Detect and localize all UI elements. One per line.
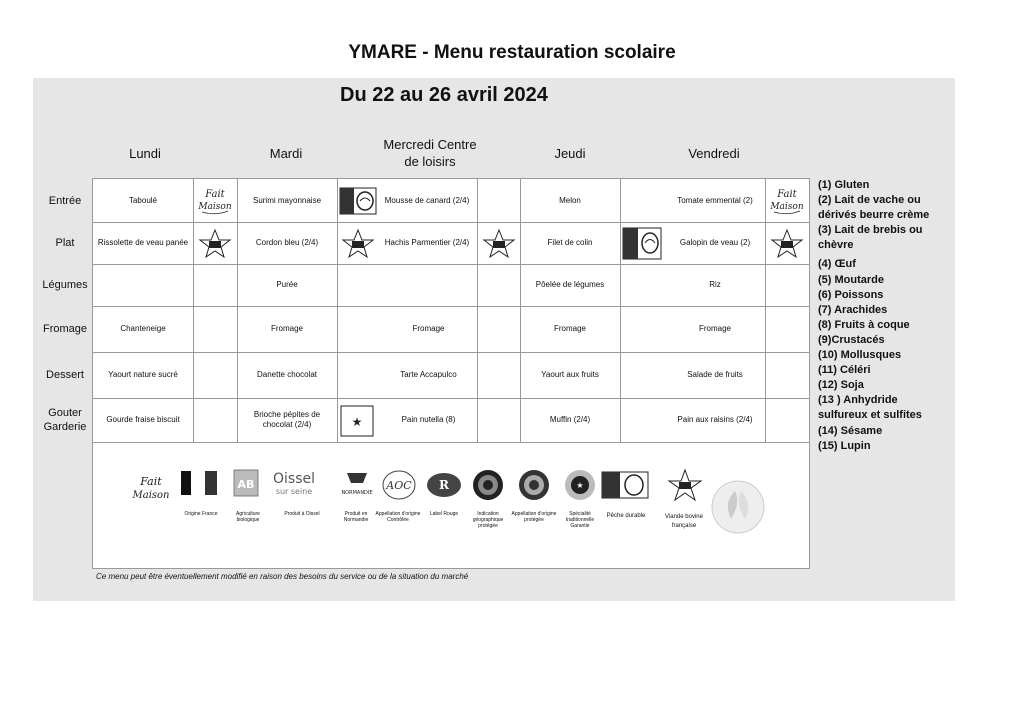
allergen-item: (13 ) Anhydride [818,394,898,407]
svg-text:NORMANDIE: NORMANDIE [341,490,373,496]
svg-text:Maison: Maison [198,202,232,212]
viande-bovine-icon [665,467,705,503]
menu-cell-mercredi-legumes [337,264,520,306]
ab-bio-icon [233,469,259,497]
fait-maison-icon [768,184,806,217]
allergen-item: (1) Gluten [818,179,870,191]
menu-cell-mercredi-entree: Mousse de canard (2/4) [384,195,470,205]
allergen-item: (8) Fruits à coque [818,318,910,331]
menu-cell-vendredi-legumes: Riz [709,280,721,289]
day-header-lundi: Lundi [129,146,161,161]
menu-cell-jeudi-legumes: Pôelée de légumes [535,280,605,289]
legend-aop: Appellation d'origine protégée [511,511,557,523]
menu-cell-jeudi-gouter: Muffin (2/4) [549,415,591,424]
day-header-jeudi: Jeudi [554,146,586,161]
fait-maison-text: Fait [205,189,225,200]
vegetarien-icon [711,473,765,541]
allergen-item: (14) Sésame [818,424,883,437]
row-header-plat: Plat [55,237,75,249]
allergen-item: (10) Mollusques [818,349,902,362]
menu-cell-mercredi-gouter: Pain nutella (8) [401,415,456,424]
day-header-mercredi: Mercredi Centre de loisirs [383,137,477,169]
svg-text:Oissel: Oissel [273,471,315,487]
menu-cell-lundi-legumes [93,264,193,306]
menu-cell-mardi-plat: Cordon bleu (2/4) [255,238,319,247]
svg-text:AOC: AOC [386,479,412,492]
fait-maison-icon [196,184,234,217]
menu-cell-mercredi-plat: Hachis Parmentier (2/4) [384,238,470,247]
svg-text:Fait: Fait [777,189,797,200]
allergen-item: sulfureux et sulfites [818,409,922,422]
menu-cell-lundi-fromage: Chanteneige [120,324,166,333]
french-flag-icon [181,469,229,497]
menu-cell-lundi-dessert: Yaourt nature sucré [108,370,178,379]
peche-durable-icon [622,227,662,260]
viande-bovine-icon [196,227,234,260]
legend-label-rouge: Label Rouge [429,511,459,517]
menu-cell-mardi-dessert: Danette chocolat [256,370,318,379]
row-header-entree: Entrée [48,194,82,207]
menu-cell-vendredi-entree: Tomate emmental (2) [677,195,753,205]
fait-maison-icon [131,471,171,507]
allergen-item: chèvre [818,239,854,252]
menu-cell-vendredi-dessert: Salade de fruits [687,370,743,379]
menu-cell-mardi-gouter: Brioche pépites de chocolat (2/4) [253,410,321,429]
oissel-logo-icon [263,469,325,499]
menu-table [92,178,810,569]
footer-note: Ce menu peut être éventuellement modifié en raison des besoins du service ou de la situation du marché [96,572,469,581]
page-title: YMARE - Menu restauration scolaire [348,42,676,63]
menu-cell-jeudi-fromage: Fromage [553,324,586,333]
menu-period: Du 22 au 26 avril 2024 [340,84,548,106]
menu-cell-mardi-legumes: Purée [276,280,298,289]
menu-cell-jeudi-plat: Filet de colin [547,238,593,247]
legend-agriculture-bio: Agriculture biologique [236,511,260,523]
svg-text:★: ★ [351,415,363,429]
allergen-item: (12) Soja [818,379,864,392]
legend-peche-durable: Pêche durable [606,513,646,519]
legend-origine-france: Origine France [184,511,218,517]
menu-cell-mardi-entree: Surimi mayonnaise [252,195,322,205]
peche-durable-icon [601,471,649,499]
legend-viande-bovine: Viande bovine française [665,514,703,529]
label-rouge-icon [425,471,463,499]
menu-cell-vendredi-fromage: Fromage [698,324,731,333]
allergen-item: (5) Moutarde [818,273,884,286]
allergen-item: (9)Crustacés [818,333,885,346]
menu-cell-mercredi-fromage: Fromage [412,324,445,333]
menu-cell-vendredi-gouter: Pain aux raisins (2/4) [677,415,753,424]
menu-cell-lundi-entree: Taboulé [128,195,158,205]
allergen-item: (7) Arachides [818,303,888,316]
svg-text:sur seine: sur seine [275,487,313,496]
legend-stg: Spécialité traditionnelle Garantie [565,511,595,529]
pain-badge-icon [339,404,375,438]
viande-bovine-icon [339,227,377,260]
menu-cell-jeudi-dessert: Yaourt aux fruits [541,370,599,379]
row-header-fromage: Fromage [42,323,88,335]
svg-text:Maison: Maison [132,490,170,501]
aop-icon [517,469,551,501]
allergen-item: (6) Poissons [818,288,884,301]
legend-igp: Indication géographique protégée [472,511,504,529]
legend-produit-normandie: Produit en Normandie [343,511,369,523]
menu-cell-vendredi-plat: Galopin de veau (2) [679,238,751,247]
row-header-dessert: Dessert [46,369,84,381]
svg-text:AB: AB [237,478,255,491]
svg-text:Fait: Fait [140,475,162,488]
allergen-item: dérivés beurre crème [818,209,930,222]
menu-cell-lundi-gouter: Gourde fraise biscuit [106,415,180,424]
menu-grid [93,179,809,443]
row-header-legumes: Légumes [42,279,88,291]
row-header-gouter: Gouter Garderie [43,407,87,433]
menu-cell-mardi-fromage: Fromage [270,324,303,333]
allergen-list [818,178,1018,454]
menu-cell-jeudi-entree: Melon [559,195,581,205]
svg-text:Maison: Maison [770,202,804,212]
day-header-vendredi: Vendredi [688,146,740,161]
allergen-item: (3) Lait de brebis ou [818,224,923,237]
menu-cell-lundi-plat: Rissolette de veau panée [97,238,189,247]
svg-text:R: R [439,478,449,492]
allergen-item: (4) Œuf [818,258,856,271]
peche-durable-icon [339,187,377,215]
igp-icon [471,469,505,501]
normandie-icon [337,469,377,499]
allergen-item: (2) Lait de vache ou [818,194,921,207]
legend-aoc: Appellation d'origine Contrôlée [375,511,421,523]
allergen-item: (11) Céléri [818,364,871,377]
aoc-icon [381,469,417,501]
day-header-mardi: Mardi [269,146,303,161]
viande-bovine-icon [768,227,806,260]
menu-cell-mercredi-dessert: Tarte Accapulco [400,370,457,379]
svg-text:★: ★ [576,481,584,490]
viande-bovine-icon [480,227,518,260]
stg-icon [563,469,597,501]
legend-produit-oissel: Produit à Oissel [284,511,320,517]
allergen-item: (15) Lupin [818,439,871,452]
